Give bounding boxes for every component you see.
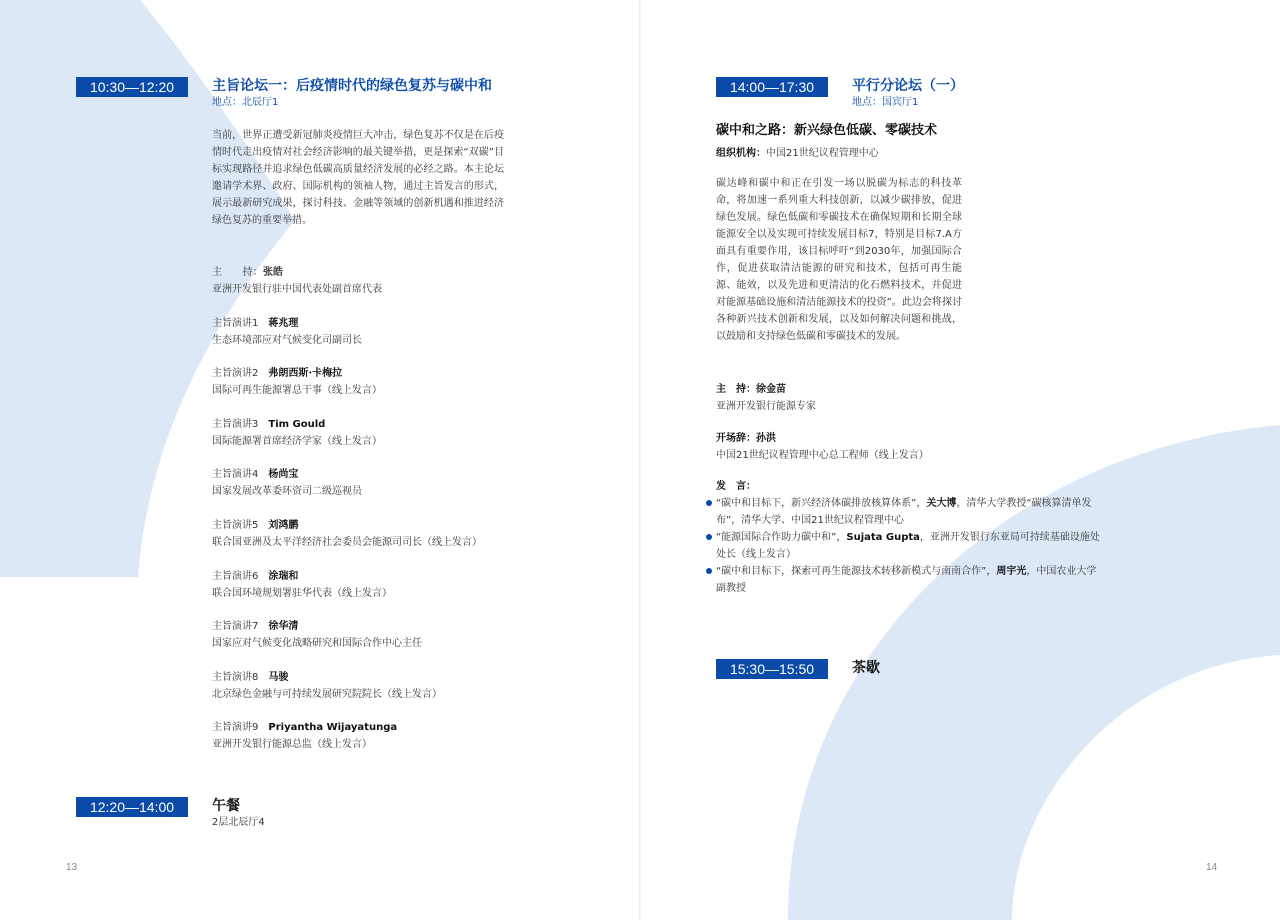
speaker-label: 主旨演讲4 <box>212 469 259 481</box>
session-location: 地点：国宾厅1 <box>852 97 919 108</box>
talk-speaker: 关大博 <box>926 498 957 509</box>
talk-affiliation: ，亚洲开发银行东亚局可持续基础设施处处长（线上发言） <box>716 532 1100 560</box>
speaker-name: 徐华清 <box>268 621 299 633</box>
host-label: 主 持： <box>212 267 263 278</box>
talks-label: 发 言： <box>716 481 756 492</box>
speaker-name: Priyantha Wijayatunga <box>268 722 398 734</box>
session-description: 当前，世界正遭受新冠肺炎疫情巨大冲击，绿色复苏不仅是在后疫情时代走出疫情对社会经济影响的最关键举措，更是探索“双碳”目标实现路径并追求绿色低碳高质量经济发展的必经之路。本主论坛邀请学术界、政府、国际机构的领袖人物，通过主旨发言的形式，展示最新研究成果，探讨科技、金融等领域的创新机遇和推进经济绿色复苏的重要举措。 <box>212 130 504 226</box>
talk-affiliation: ，清华大学教授“碳核算清单发布”，清华大学、中国21世纪议程管理中心 <box>716 498 1092 526</box>
speaker-label: 主旨演讲3 <box>212 418 259 430</box>
talk-item <box>706 529 1106 563</box>
lunch-location: 2层北辰厅4 <box>212 817 265 828</box>
speaker-label: 主旨演讲7 <box>212 621 259 633</box>
speaker-name: 马骏 <box>268 671 289 683</box>
speaker-label: 主旨演讲2 <box>212 368 259 380</box>
talk-speaker: 周宇光 <box>996 566 1027 577</box>
opening-label: 开场辞： <box>716 433 756 444</box>
bullet-dot-icon <box>706 568 712 574</box>
host-entry <box>212 264 482 315</box>
speaker-label: 主旨演讲1 <box>212 317 259 329</box>
opening-name: 孙洪 <box>756 433 776 444</box>
session-title: 主旨论坛一：后疫情时代的绿色复苏与碳中和 <box>212 78 492 94</box>
time-badge-lunch: 12:20—14:00 <box>76 797 188 817</box>
organizer-name: 中国21世纪议程管理中心 <box>766 148 879 159</box>
speaker-name: 刘鸿鹏 <box>268 519 299 531</box>
host-label: 主 持： <box>716 384 756 395</box>
session-location: 地点：北辰厅1 <box>212 97 279 108</box>
speaker-entry <box>212 669 482 720</box>
talk-item <box>706 495 1106 529</box>
speaker-title: 国家应对气候变化战略研究和国际合作中心主任 <box>212 638 422 650</box>
speaker-entry <box>212 365 482 416</box>
speaker-name: Tim Gould <box>268 418 326 430</box>
talk-topic: “能源国际合作助力碳中和”， <box>716 532 847 543</box>
session-title: 平行分论坛（一） <box>852 78 964 94</box>
forum-description: 碳达峰和碳中和正在引发一场以脱碳为标志的科技革命，将加速一系列重大科技创新，以减少碳排放，促进绿色发展。绿色低碳和零碳技术在确保短期和长期全球能源安全以及实现可持续发展目标7，特别是目标7.A方面具有重要作用，该目标呼吁“到2030年，加强国际合作，促进获取清洁能源的研究和技术，包括可再生能源、能效，以及先进和更清洁的化石燃料技术，并促进对能源基础设施和清洁能源技术的投资”。此边会将探讨各种新兴技术创新和发展，以及如何解决问题和挑战，以鼓励和支持绿色低碳和零碳技术的发展。 <box>716 178 962 342</box>
talk-speaker: Sujata Gupta <box>846 532 920 543</box>
speaker-name: 蒋兆理 <box>268 317 299 329</box>
host-title: 亚洲开发银行能源专家 <box>716 401 816 412</box>
bullet-dot-icon <box>706 534 712 540</box>
speaker-title: 联合国环境规划署驻华代表（线上发言） <box>212 587 392 599</box>
host-name: 徐金苗 <box>756 384 786 395</box>
speaker-label: 主旨演讲5 <box>212 519 259 531</box>
time-badge: 10:30—12:20 <box>76 77 188 97</box>
speaker-title: 亚洲开发银行能源总监（线上发言） <box>212 739 372 751</box>
forum-subtitle: 碳中和之路：新兴绿色低碳、零碳技术 <box>716 123 938 138</box>
time-badge-tea: 15:30—15:50 <box>716 659 828 679</box>
speaker-label: 主旨演讲9 <box>212 722 259 734</box>
speaker-entry <box>212 618 482 669</box>
speaker-entry <box>212 466 482 517</box>
page-number: 14 <box>1206 862 1218 873</box>
speaker-list <box>212 264 482 770</box>
lunch-title: 午餐 <box>212 798 240 814</box>
speaker-entry <box>212 568 482 619</box>
speaker-title: 国际能源署首席经济学家（线上发言） <box>212 435 382 447</box>
time-badge: 14:00—17:30 <box>716 77 828 97</box>
host-entry <box>716 381 816 415</box>
talk-affiliation: ，中国农业大学副教授 <box>716 566 1097 594</box>
talk-topic: “碳中和目标下，新兴经济体碳排放核算体系”， <box>716 498 927 509</box>
speaker-name: 杨尚宝 <box>268 469 299 481</box>
speaker-entry <box>212 416 482 467</box>
page-number: 13 <box>66 862 78 873</box>
speaker-entry <box>212 315 482 366</box>
organizer-label: 组织机构： <box>716 148 766 159</box>
opening-title: 中国21世纪议程管理中心总工程师（线上发言） <box>716 450 929 461</box>
tea-title: 茶歇 <box>852 660 880 676</box>
speaker-title: 联合国亚洲及太平洋经济社会委员会能源司司长（线上发言） <box>212 536 482 548</box>
opening-entry <box>716 430 929 464</box>
speaker-title: 国际可再生能源署总干事（线上发言） <box>212 385 382 397</box>
talk-item <box>706 563 1106 597</box>
speaker-name: 弗朗西斯·卡梅拉 <box>268 368 343 380</box>
host-name: 张皓 <box>263 267 283 278</box>
host-title: 亚洲开发银行驻中国代表处副首席代表 <box>212 284 382 295</box>
speaker-entry <box>212 719 482 770</box>
speaker-title: 国家发展改革委环资司二级巡视员 <box>212 486 362 498</box>
speaker-label: 主旨演讲8 <box>212 671 259 683</box>
speaker-entry <box>212 517 482 568</box>
talks-label-line <box>716 478 756 495</box>
speaker-name: 涂瑞和 <box>268 570 299 582</box>
talk-topic: “碳中和目标下，探索可再生能源技术转移新模式与南南合作”， <box>716 566 997 577</box>
talk-list <box>706 495 1106 597</box>
speaker-title: 北京绿色金融与可持续发展研究院院长（线上发言） <box>212 688 442 700</box>
speaker-title: 生态环境部应对气候变化司副司长 <box>212 334 362 346</box>
page-gutter <box>639 0 641 920</box>
bullet-dot-icon <box>706 500 712 506</box>
organizer-line <box>716 145 879 162</box>
speaker-label: 主旨演讲6 <box>212 570 259 582</box>
